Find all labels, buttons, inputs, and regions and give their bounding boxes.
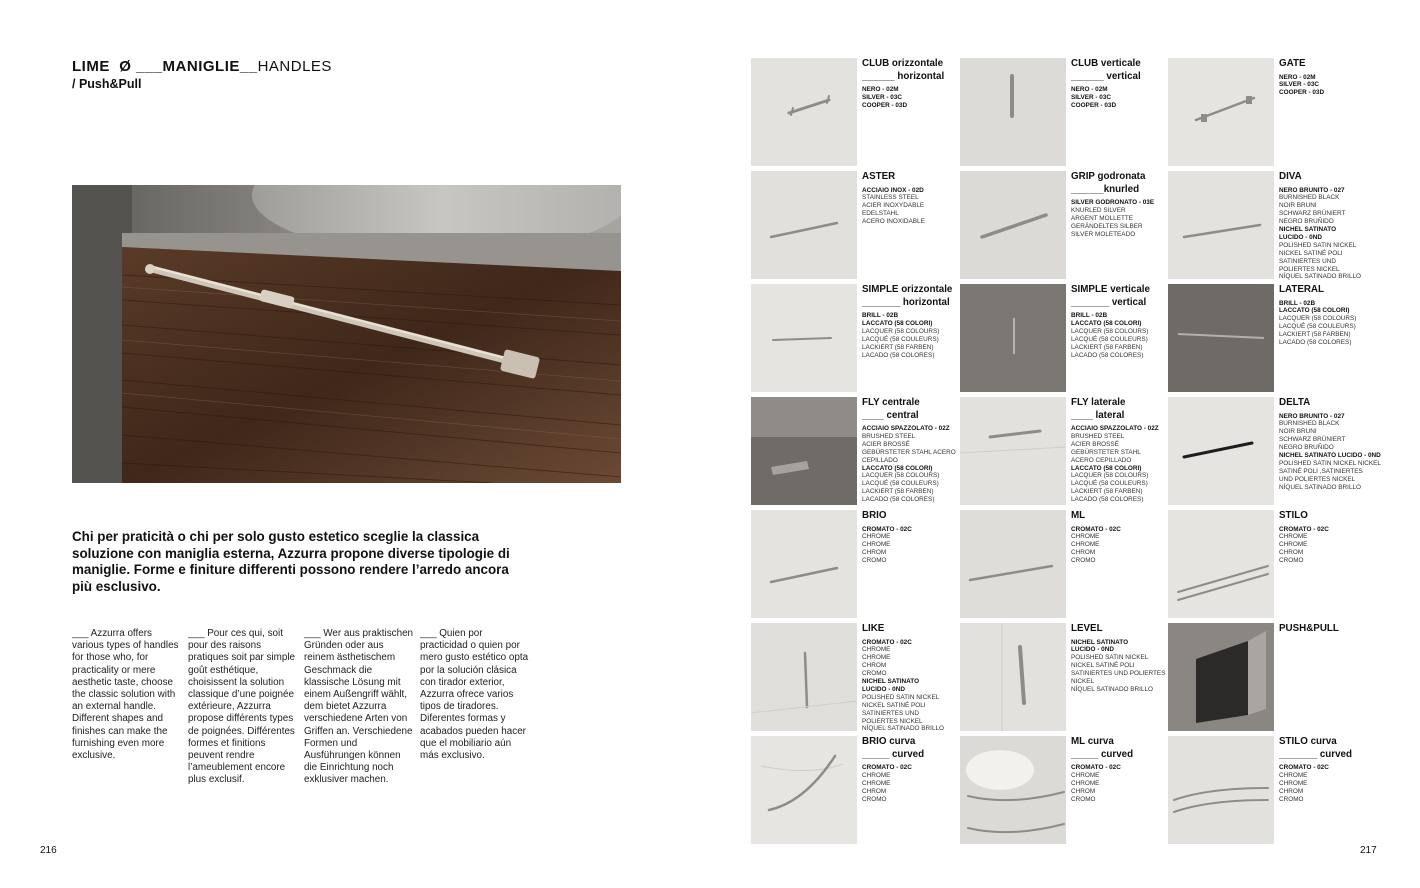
product-name: FLY laterale	[1071, 397, 1126, 408]
finish-code: LUCIDO - 0ND	[862, 685, 905, 693]
finish-code: COOPER - 03D	[1071, 101, 1117, 109]
title-handles: HANDLES	[257, 58, 332, 75]
finish-translation: LACQUÉ (58 COULEURS)	[1071, 335, 1148, 343]
product-name-english: _______ horizontal	[862, 296, 950, 308]
product-info	[1279, 623, 1420, 636]
finish-translation: CEPILLADO	[862, 456, 898, 464]
title-diameter: Ø	[119, 58, 132, 75]
product-name: BRIO curva	[862, 736, 916, 747]
text-column-french: ___ Pour ces qui, soit pour des raisons pratiques soit par simple goût esthétique, choisissent la solution classique d’une poignée extérieure, Azzurra propose différents types de poignées. Différentes formes et finitions peuvent rendre l’ameublement encore plus exclusif.	[188, 628, 296, 786]
product-name: BRIO	[862, 510, 887, 521]
product-info	[1279, 736, 1420, 804]
product-photo	[751, 623, 857, 731]
finish-translation: LACQUER (58 COLOURS)	[1071, 472, 1149, 480]
product-name: ML	[1071, 510, 1086, 521]
product-photo	[751, 736, 857, 844]
finish-code: NERO BRUNITO - 027	[1279, 412, 1345, 420]
finish-translation: CHROME	[1071, 541, 1100, 549]
product-name-english: _______ vertical	[1071, 296, 1147, 308]
finish-translation: NICKEL SATINÉ POLI	[862, 701, 926, 709]
finish-translation: ACERO CEPILLADO	[1071, 456, 1132, 464]
finish-translation: ARGENT MOLLETTE	[1071, 214, 1134, 222]
finish-list	[1279, 300, 1420, 347]
product-tile	[1168, 623, 1420, 736]
product-tile	[1168, 510, 1420, 623]
finish-code: BRILL - 02B	[1279, 299, 1316, 307]
finish-translation: LACQUÉ (58 COULEURS)	[1071, 480, 1148, 488]
finish-translation: LACADO (58 COLORES)	[862, 351, 935, 359]
finish-translation: CHROME	[1279, 779, 1308, 787]
finish-translation: POLISHED SATIN NICKEL	[1071, 654, 1149, 662]
product-info	[1279, 284, 1420, 347]
finish-translation: LACQUÉ (58 COULEURS)	[862, 480, 939, 488]
finish-code: SILVER - 03C	[1279, 81, 1320, 89]
product-photo	[960, 510, 1066, 618]
finish-translation: CROMO	[862, 795, 887, 803]
finish-translation: CHROME	[862, 771, 891, 779]
product-name: GRIP godronata	[1071, 171, 1146, 182]
finish-translation: STAINLESS STEEL	[862, 194, 919, 202]
finish-translation: SATINIERTES UND	[1279, 257, 1336, 265]
finish-translation: CHROME	[1071, 779, 1100, 787]
finish-list	[1279, 413, 1420, 492]
finish-code: LACCATO (58 COLORI)	[862, 319, 933, 327]
product-name-english: _____ curved	[862, 748, 925, 760]
finish-translation: SATINIERTES UND POLIERTES	[1071, 670, 1166, 678]
finish-translation: CHROME	[862, 646, 891, 654]
finish-translation: NEGRO BRUÑIDO	[1279, 444, 1334, 452]
product-photo	[1168, 736, 1274, 844]
product-photo	[960, 397, 1066, 505]
product-photo	[1168, 510, 1274, 618]
finish-translation: BRUSHED STEEL	[1071, 432, 1125, 440]
product-info	[1279, 510, 1420, 565]
product-info	[1279, 171, 1420, 281]
product-photo	[751, 171, 857, 279]
product-photo	[960, 58, 1066, 166]
finish-code: BRILL - 02B	[1071, 312, 1108, 319]
product-name: DELTA	[1279, 397, 1311, 408]
finish-code: SILVER GODRONATO - 03E	[1071, 199, 1155, 206]
text-column-spanish: ___ Quien por practicidad o quien por mero gusto estético opta por la solución clásica con tirador exterior, Azzurra ofrece varios tipos de tiradores. Diferentes formas y acabados pueden hacer que el mobiliario aún más exclusivo.	[420, 628, 529, 762]
finish-translation: LACKIERT (58 FARBEN)	[1071, 343, 1143, 351]
finish-list	[1279, 74, 1420, 98]
finish-translation: NOIR BRUNI	[1279, 202, 1317, 210]
finish-translation: ACIER INOXYDABLE	[862, 202, 925, 210]
product-info	[1279, 58, 1420, 97]
finish-translation: POLISHED SATIN NICKEL NICKEL	[1279, 459, 1381, 467]
product-name-english: _______ curved	[1279, 748, 1352, 760]
product-name-english: ______ vertical	[1071, 70, 1141, 82]
finish-translation: CROMO	[862, 557, 887, 565]
finish-code: COOPER - 03D	[1279, 89, 1325, 97]
product-tile	[1168, 284, 1420, 397]
text-column-german: ___ Wer aus praktischen Gründen oder aus reinem ästhetischem Geschmack die klassische Lösung mit einem Außengriff wählt, dem bietet Azzurra verschiedene Arten von Griffen an. Verschiedene Formen und Ausführungen können die Einrichtung noch exklusiver machen.	[304, 628, 414, 786]
product-name: LIKE	[862, 623, 885, 634]
finish-translation: LACKIERT (58 FARBEN)	[862, 343, 934, 351]
product-photo	[1168, 171, 1274, 279]
hero-illustration	[72, 185, 621, 483]
finish-translation: SILVER MOLETEADO	[1071, 230, 1136, 238]
finish-translation: LACQUÉ (58 COULEURS)	[862, 335, 939, 343]
finish-translation: CROMO	[1071, 557, 1096, 565]
finish-translation: BURNISHED BLACK	[1279, 420, 1340, 428]
finish-list	[1279, 526, 1420, 566]
product-name: LATERAL	[1279, 284, 1324, 295]
product-tile	[1168, 58, 1420, 171]
product-name: CLUB verticale	[1071, 58, 1141, 69]
product-name-english: ______knurled	[1071, 183, 1140, 195]
finish-translation: ACIER BROSSÉ	[862, 440, 910, 448]
finish-translation: CHROM	[1279, 787, 1304, 795]
finish-translation: NÍQUEL SATINADO BRILLO	[1279, 483, 1362, 491]
page-subtitle: / Push&Pull	[72, 77, 142, 91]
finish-translation: CHROM	[862, 549, 887, 557]
finish-translation: SATINÉ POLI ,SATINIERTES	[1279, 467, 1363, 475]
finish-translation: NÍQUEL SATINADO BRILLO	[1279, 273, 1362, 281]
finish-translation: CHROME	[1279, 533, 1308, 541]
finish-translation: POLISHED SATIN NICKEL	[1279, 241, 1357, 249]
finish-translation: CHROME	[1071, 771, 1100, 779]
finish-code: CROMATO - 02C	[1071, 525, 1121, 533]
finish-code: CROMATO - 02C	[862, 525, 912, 533]
finish-translation: GEBÜRSTETER STAHL	[1071, 448, 1141, 456]
finish-translation: SATINIERTES UND	[862, 709, 919, 717]
product-name: STILO	[1279, 510, 1308, 521]
product-tile	[1168, 736, 1420, 849]
finish-translation: NEGRO BRUÑIDO	[1279, 218, 1334, 226]
product-photo	[1168, 623, 1274, 731]
finish-translation: POLIERTES NICKEL	[1279, 265, 1340, 273]
product-photo	[960, 171, 1066, 279]
finish-translation: CHROM	[862, 787, 887, 795]
finish-code: NICHEL SATINATO	[1279, 226, 1337, 234]
finish-code: LACCATO (58 COLORI)	[1279, 307, 1350, 315]
finish-translation: LACADO (58 COLORES)	[1071, 351, 1144, 359]
product-photo	[751, 58, 857, 166]
finish-translation: CHROME	[862, 533, 891, 541]
finish-translation: EDELSTAHL	[862, 210, 899, 218]
finish-translation: NÍQUEL SATINADO BRILLO	[862, 725, 945, 733]
product-tile	[1168, 171, 1420, 284]
finish-list	[1279, 187, 1420, 282]
finish-translation: CROMO	[862, 670, 887, 678]
finish-translation: CHROME	[1279, 771, 1308, 779]
finish-code: CROMATO - 02C	[1279, 525, 1329, 533]
finish-code: LACCATO (58 COLORI)	[1071, 464, 1142, 472]
product-name-english: ____ central	[862, 409, 919, 421]
finish-code: NERO - 02M	[862, 86, 899, 93]
finish-code: ACCIAIO INOX - 02D	[862, 186, 924, 194]
finish-translation: CROMO	[1071, 795, 1096, 803]
product-name-english: ____ lateral	[1071, 409, 1125, 421]
finish-translation: CHROME	[862, 654, 891, 662]
finish-translation: CROMO	[1279, 795, 1304, 803]
finish-translation: NICKEL	[1071, 678, 1095, 686]
finish-code: BRILL - 02B	[862, 312, 899, 319]
finish-translation: NICKEL SATINÉ POLI	[1071, 662, 1135, 670]
finish-translation: CHROM	[1279, 549, 1304, 557]
product-name: SIMPLE orizzontale	[862, 284, 953, 295]
finish-translation: NOIR BRUNI	[1279, 428, 1317, 436]
page-number-left: 216	[40, 845, 57, 856]
finish-translation: CHROME	[862, 779, 891, 787]
product-name: ML curva	[1071, 736, 1114, 747]
finish-code: LUCIDO - 0ND	[1279, 233, 1322, 241]
product-name: CLUB orizzontale	[862, 58, 944, 69]
finish-translation: NICKEL SATINÉ POLI	[1279, 249, 1343, 257]
finish-translation: LACADO (58 COLORES)	[862, 496, 935, 504]
finish-translation: LACKIERT (58 FARBEN)	[1279, 331, 1351, 339]
finish-code: NERO - 02M	[1071, 86, 1108, 93]
finish-code: CROMATO - 02C	[862, 638, 912, 646]
finish-translation: KNURLED SILVER	[1071, 206, 1126, 214]
finish-code: NICHEL SATINATO LUCIDO - 0ND	[1279, 452, 1381, 460]
finish-code: CROMATO - 02C	[862, 764, 912, 771]
product-info	[1279, 397, 1420, 492]
product-name: ASTER	[862, 171, 896, 182]
finish-translation: POLISHED SATIN NICKEL	[862, 693, 940, 701]
product-name-english: ______ horizontal	[862, 70, 945, 82]
finish-translation: LACQUER (58 COLOURS)	[1279, 315, 1357, 323]
finish-translation: CHROME	[1071, 533, 1100, 541]
product-name-english: _____ curved	[1071, 748, 1134, 760]
product-name: STILO curva	[1279, 736, 1337, 747]
text-column-english: ___ Azzurra offers various types of handles for those who, for practicality or mere aesthetic taste, choose the classic solution with an external handle. Different shapes and finishes can make the furnishing even more exclusive.	[72, 628, 179, 762]
finish-translation: LACADO (58 COLORES)	[1279, 339, 1352, 347]
finish-translation: LACQUER (58 COLOURS)	[862, 327, 940, 335]
page-title	[72, 58, 332, 75]
finish-translation: ACERO INOXIDABLE	[862, 218, 925, 226]
title-maniglie: ___MANIGLIE__	[136, 58, 258, 75]
intro-lead-text: Chi per praticità o chi per solo gusto estetico sceglie la classica soluzione con maniglia esterna, Azzurra propone diverse tipologie di maniglie. Forme e finiture differenti possono rendere l’arredo ancora più esclusivo.	[72, 529, 510, 594]
finish-code: NERO - 02M	[1279, 73, 1316, 81]
finish-translation: CHROME	[862, 541, 891, 549]
finish-translation: CHROME	[1279, 541, 1308, 549]
page-number-right: 217	[1360, 845, 1377, 856]
finish-translation: LACKIERT (58 FARBEN)	[1071, 488, 1143, 496]
finish-code: NERO BRUNITO - 027	[1279, 186, 1345, 194]
finish-code: LACCATO (58 COLORI)	[862, 464, 933, 472]
finish-translation: UND POLIERTES NICKEL	[1279, 475, 1356, 483]
finish-code: ACCIAIO SPAZZOLATO - 02Z	[862, 425, 950, 432]
product-photo	[751, 397, 857, 505]
finish-translation: CHROM	[1071, 787, 1096, 795]
product-name: GATE	[1279, 58, 1306, 69]
finish-code: NICHEL SATINATO	[1071, 638, 1129, 646]
title-brand: LIME	[72, 58, 110, 75]
finish-code: SILVER - 03C	[862, 93, 903, 101]
product-name: DIVA	[1279, 171, 1302, 182]
finish-translation: NÍQUEL SATINADO BRILLO	[1071, 685, 1154, 693]
product-tile	[1168, 397, 1420, 510]
finish-translation: BRUSHED STEEL	[862, 432, 916, 440]
finish-code: CROMATO - 02C	[1279, 764, 1329, 771]
product-photo	[751, 510, 857, 618]
finish-translation: LACKIERT (58 FARBEN)	[862, 488, 934, 496]
finish-translation: CHROM	[862, 662, 887, 670]
product-name: LEVEL	[1071, 623, 1103, 634]
product-name: SIMPLE verticale	[1071, 284, 1150, 295]
finish-translation: BURNISHED BLACK	[1279, 194, 1340, 202]
right-page	[710, 0, 1420, 888]
finish-code: CROMATO - 02C	[1071, 764, 1121, 771]
finish-translation: CROMO	[1279, 557, 1304, 565]
finish-translation: SCHWARZ BRÜNIERT	[1279, 210, 1346, 218]
finish-list	[1279, 764, 1420, 804]
product-photo	[1168, 58, 1274, 166]
finish-translation: LACADO (58 COLORES)	[1071, 496, 1144, 504]
product-photo	[1168, 284, 1274, 392]
finish-translation: SCHWARZ BRÜNIERT	[1279, 436, 1346, 444]
finish-code: ACCIAIO SPAZZOLATO - 02Z	[1071, 425, 1159, 432]
finish-code: SILVER - 03C	[1071, 93, 1112, 101]
finish-translation: GEBÜRSTETER STAHL ACERO	[862, 448, 956, 456]
product-name: PUSH&PULL	[1279, 623, 1339, 634]
finish-code: COOPER - 03D	[862, 101, 908, 109]
finish-translation: CHROM	[1071, 549, 1096, 557]
finish-translation: GERÄNDELTES SILBER	[1071, 222, 1143, 230]
product-photo	[1168, 397, 1274, 505]
hero-photo	[72, 185, 621, 483]
finish-code: LACCATO (58 COLORI)	[1071, 319, 1142, 327]
finish-translation: ACIER BROSSÉ	[1071, 440, 1119, 448]
finish-code: NICHEL SATINATO	[862, 678, 920, 686]
product-photo	[960, 284, 1066, 392]
finish-translation: LACQUER (58 COLOURS)	[862, 472, 940, 480]
finish-translation: LACQUER (58 COLOURS)	[1071, 327, 1149, 335]
finish-translation: LACQUÉ (58 COULEURS)	[1279, 323, 1356, 331]
finish-translation: POLIERTES NICKEL	[862, 717, 923, 725]
product-photo	[960, 623, 1066, 731]
product-name: FLY centrale	[862, 397, 920, 408]
product-photo	[960, 736, 1066, 844]
product-photo	[751, 284, 857, 392]
finish-code: LUCIDO - 0ND	[1071, 646, 1114, 654]
